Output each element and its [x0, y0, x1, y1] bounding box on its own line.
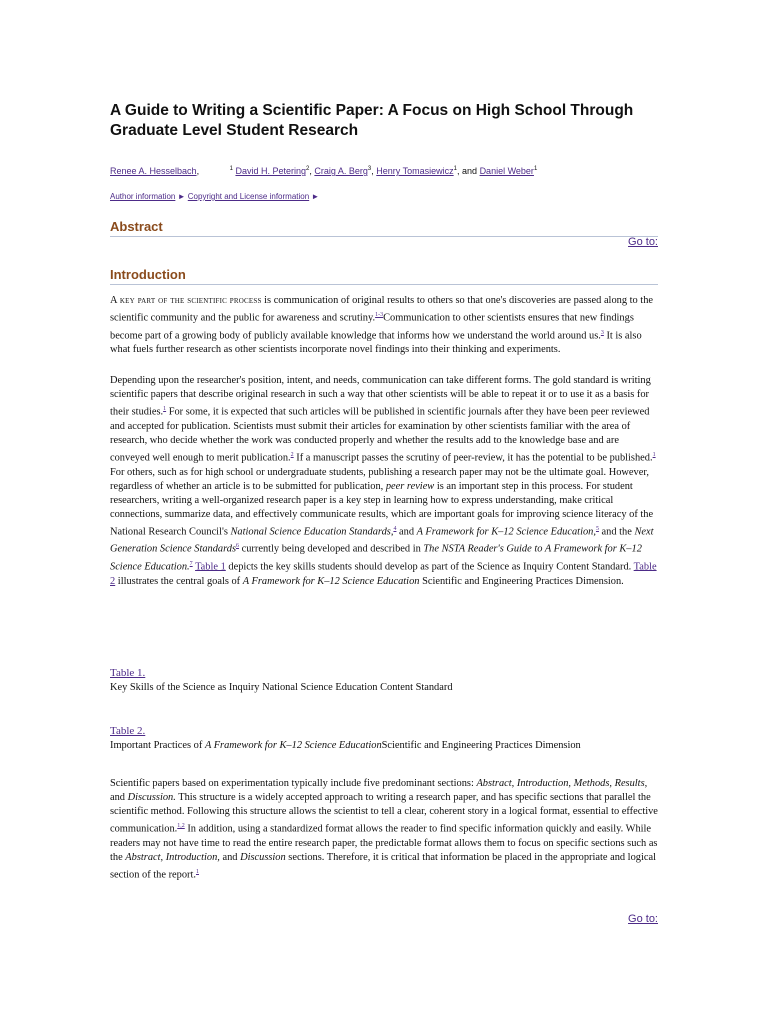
table-1-inline-link[interactable]: Table 1 [195, 561, 226, 573]
author-information-link[interactable]: Author information [110, 192, 176, 201]
author-link-hesselbach[interactable]: Renee A. Hesselbach [110, 166, 197, 176]
goto-link[interactable]: Go to: [628, 913, 658, 925]
table-2-inline-link[interactable]: Table 2 [110, 561, 657, 587]
article-title: A Guide to Writing a Scientific Paper: A Focus on High School Through Graduate Level Student Research [110, 102, 634, 139]
author-link-berg[interactable]: Craig A. Berg [314, 166, 368, 176]
expand-arrow-icon[interactable]: ► [177, 192, 186, 201]
introduction-heading: Introduction [110, 267, 658, 285]
intro-paragraph-2: Depending upon the researcher's position, intent, and needs, communication can take different forms. The gold standard is writing scientific papers that describe original research in such a way that other scientists will be able to repeat it or to use it as a basis for their studies.$^1$ For some, it is expected that such articles will be published in scientific journals after they have been peer reviewed and accepted for publication. Scientists must submit their articles for examination by other scientists familiar with the area of research, who decide whether the work was conducted properly and whether the results add to the knowledge base and are conveyed well enough to merit publication.$^2$ If a manuscript passes the scrutiny of peer-review, it has the potential to be published.$^1$ For others, such as for high school or undergraduate students, publishing a research paper may not be the ultimate goal. However, regardless of whether an article is to be submitted for publication, peer review is an important step in this process. For student researchers, writing a well-organized research paper is a key step in learning how to express understanding, make critical connections, summarize data, and effectively communicate results, which are important goals for improving science literacy of the National Research Council's National Science Education Standards,$^4$ and A Framework for K–12 Science Education,$^5$ and the Next Generation Science Standards$^6$ currently being developed and described in The NSTA Reader's Guide to A Framework for K–12 Science Education.$^7$ Table 1 depicts the key skills students should develop as part of the Science as Inquiry Content Standard. Table 2 illustrates the central goals of A Framework for K–12 Science Education Scientific and Engineering Practices Dimension. [110, 375, 657, 587]
author-link-petering[interactable]: David H. Petering [235, 166, 306, 176]
intro-paragraph-3: Scientific papers based on experimentation typically include five predominant sections: Abstract, Introduction, Methods, Results, and Discussion. This structure is a widely accepted approach to writing a research paper, and has specific sections that parallel the scientific method. Following this structure allows the scientist to tell a clear, coherent story in a logical format, essential to effective communication.$^{1,2}$ In addition, using a standardized format allows the reader to find specific information quickly and easily. While readers may not have time to read the entire research paper, the predictable format allows them to focus on specific sections such as the Abstract, Introduction, and Discussion sections. Therefore, it is critical that information be placed in the appropriate and logical section of the report.$^1$ [110, 778, 658, 881]
abstract-heading: Abstract [110, 219, 658, 237]
table-2-caption: Important Practices of A Framework for K–12 Science EducationScientific and Engineering Practices Dimension [110, 740, 581, 752]
author-list: Renee A. Hesselbach, $^1$ David H. Petering$^2$, Craig A. Berg$^3$, Henry Tomasiewicz$^1$, and Daniel Weber$^1$ [110, 166, 538, 176]
article-info-links [110, 192, 319, 201]
table-1-link[interactable]: Table 1. [110, 667, 146, 679]
table-1-caption: Key Skills of the Science as Inquiry National Science Education Content Standard [110, 682, 453, 694]
intro-paragraph-1: A key part of the scientific process is communication of original results to others so that one's discoveries are passed along to the scientific community and the public for awareness and scrutiny.$^{1-3}$Communication to other scientists ensures that new findings become part of a growing body of publicly available knowledge that informs how we understand the world around us.$^3$ It is also what fuels further research as other scientists incorporate novel findings into their thinking and experiments. [110, 295, 653, 356]
table-2-block [110, 724, 660, 753]
author-link-tomasiewicz[interactable]: Henry Tomasiewicz [376, 166, 454, 176]
table-2-link[interactable]: Table 2. [110, 725, 146, 737]
author-link-weber[interactable]: Daniel Weber [479, 166, 534, 176]
copyright-license-link[interactable]: Copyright and License information [187, 192, 310, 201]
goto-link[interactable]: Go to: [628, 236, 658, 248]
expand-arrow-icon[interactable]: ► [311, 192, 320, 201]
table-1-block [110, 666, 660, 695]
